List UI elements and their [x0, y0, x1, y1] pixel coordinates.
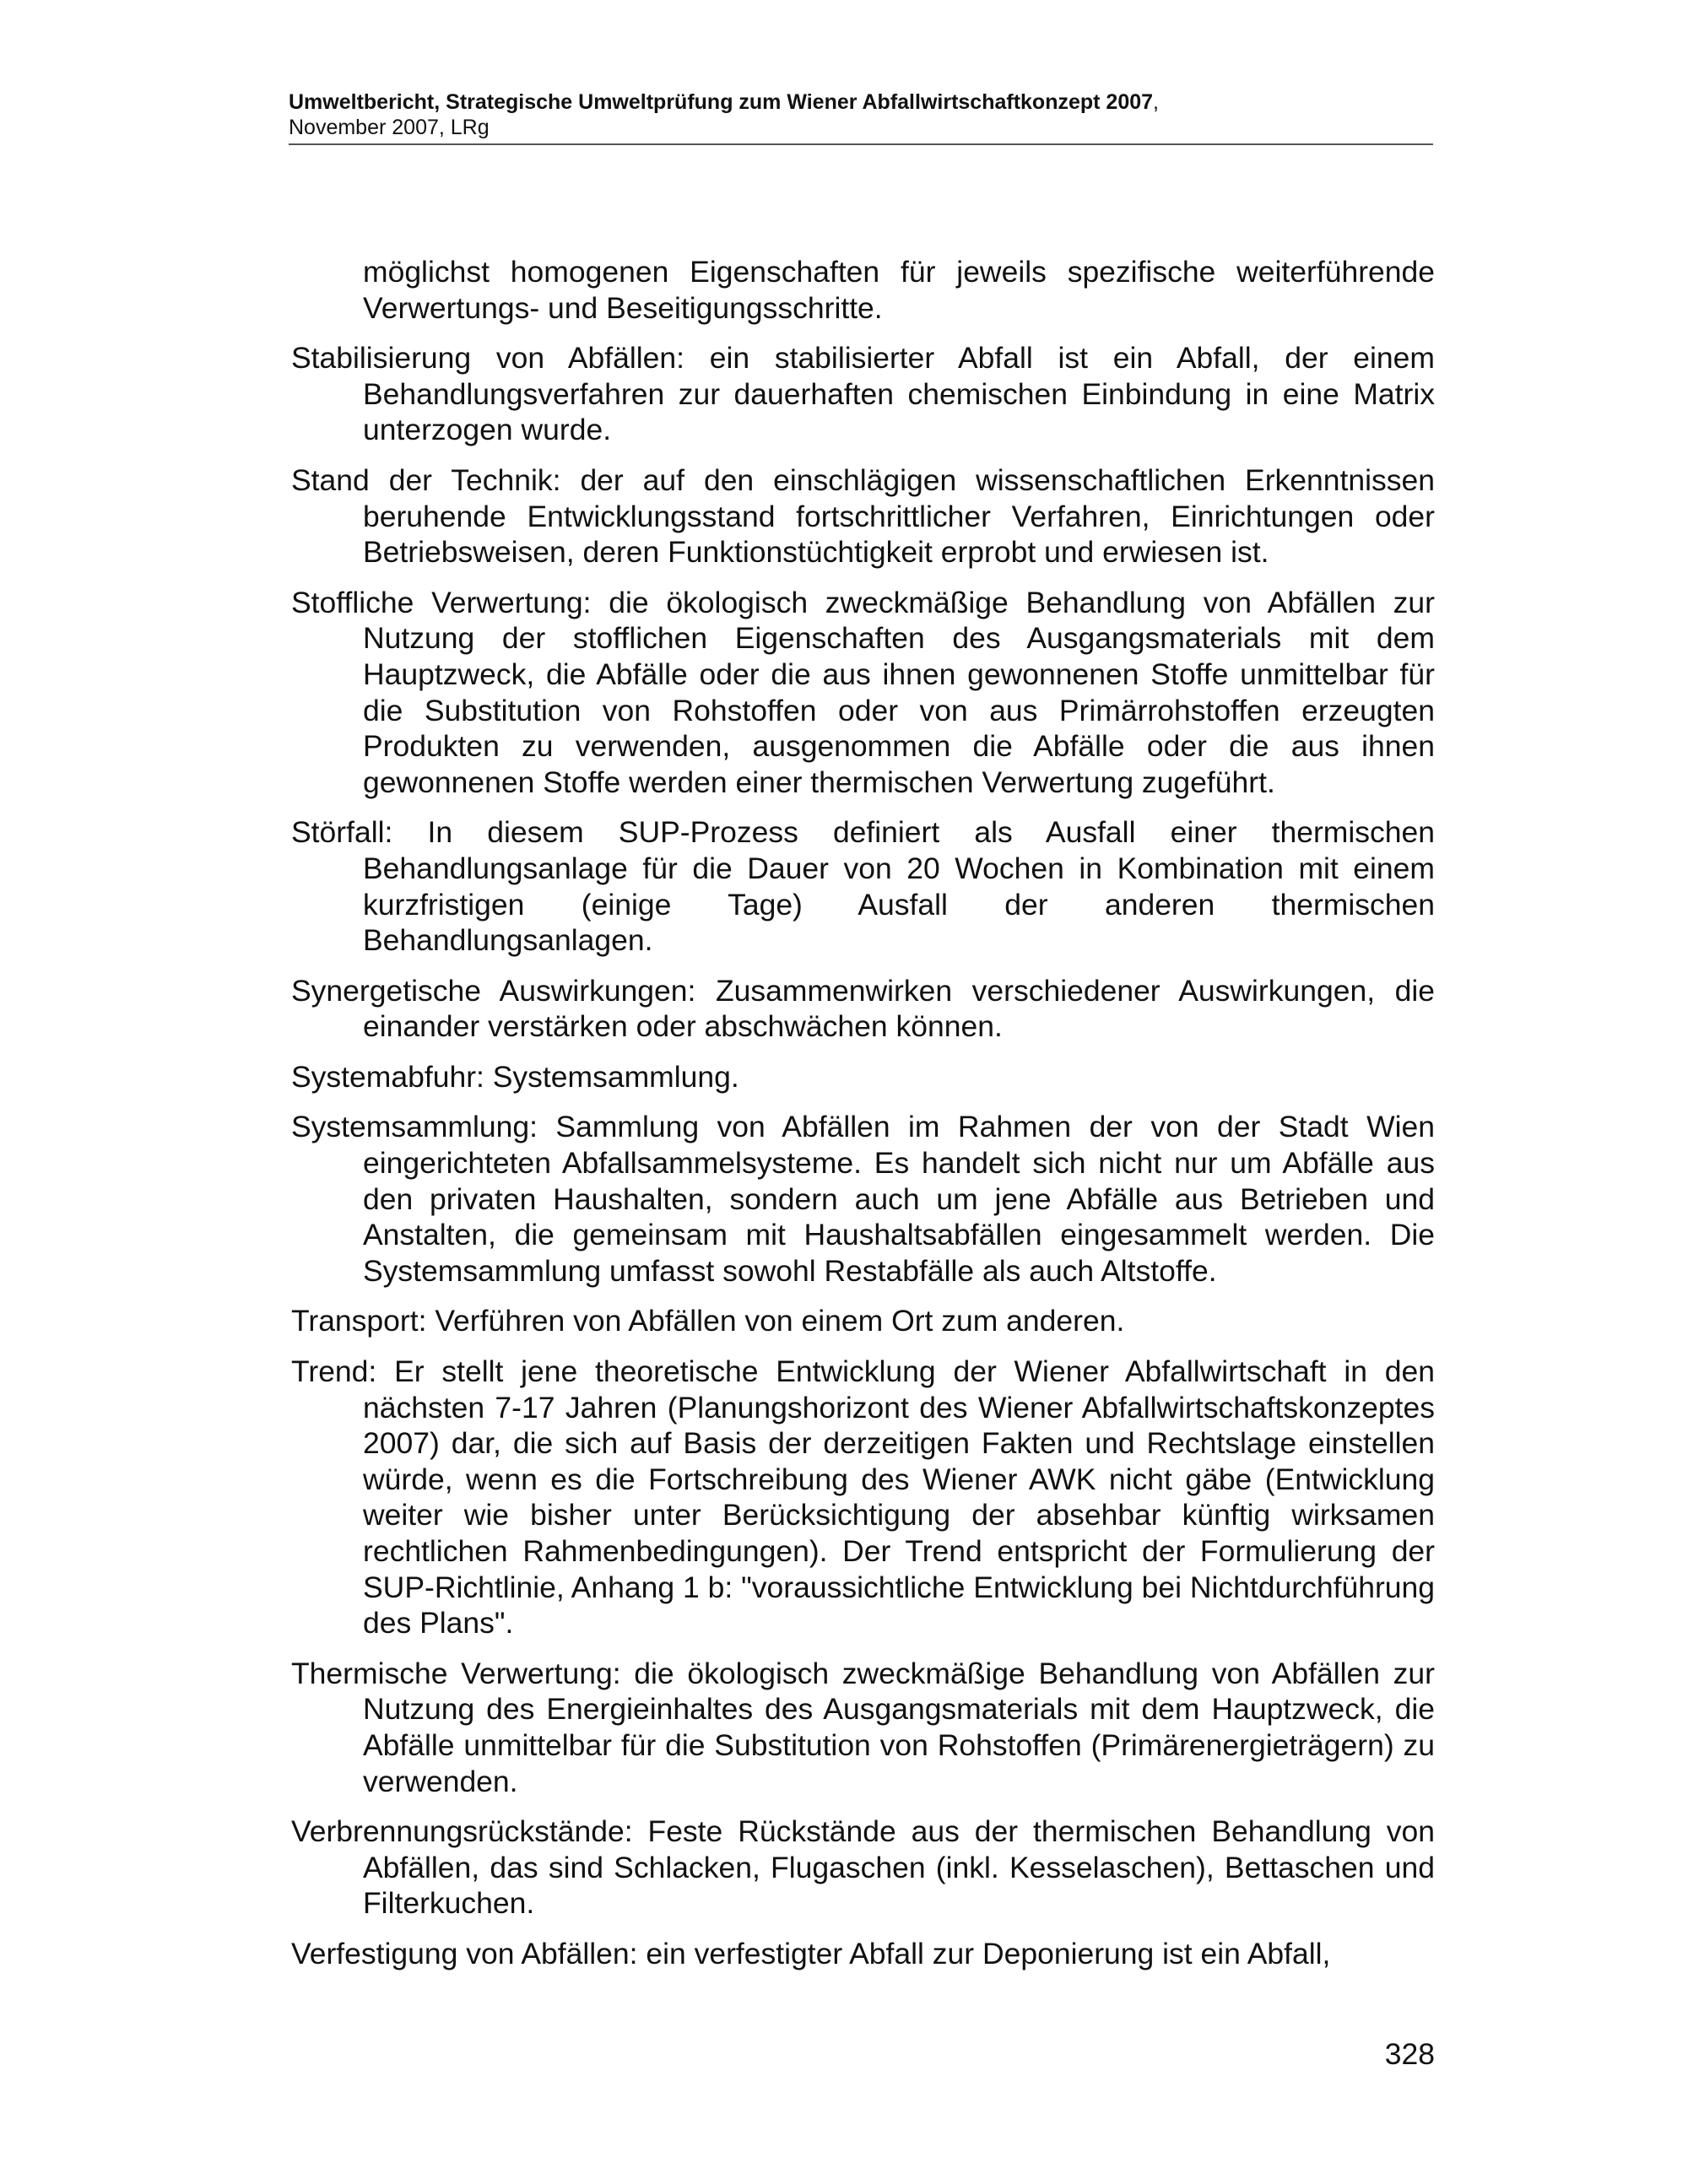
header-title-line — [289, 89, 1433, 115]
glossary-entry-stoerfall: Störfall: In diesem SUP-Prozess definiert als Ausfall einer thermischen Behandlungsanlage für die Dauer von 20 Wochen in Kombination mit einem kurzfristigen (einige Tage) Ausfall der anderen thermischen Behandlungsanlagen. — [291, 815, 1435, 958]
header-title: Umweltbericht, Strategische Umweltprüfung zum Wiener Abfallwirtschaftkonzept 2007 — [289, 90, 1154, 114]
glossary-entry-stoffliche-verwertung: Stoffliche Verwertung: die ökologisch zweckmäßige Behandlung von Abfällen zur Nutzung der stofflichen Eigenschaften des Ausgangsmaterials mit dem Hauptzweck, die Abfälle oder die aus ihnen gewonnenen Stoffe unmittelbar für die Substitution von Rohstoffen oder von aus Primärrohstoffen erzeugten Produkten zu verwenden, ausgenommen die Abfälle oder die aus ihnen gewonnenen Stoffe werden einer thermischen Verwertung zugeführt. — [291, 585, 1435, 799]
glossary-entry-transport: Transport: Verführen von Abfällen von einem Ort zum anderen. — [291, 1304, 1125, 1338]
glossary-entry-trend: Trend: Er stellt jene theoretische Entwicklung der Wiener Abfallwirtschaft in den nächsten 7-17 Jahren (Planungshorizont des Wiener Abfallwirtschaftskonzeptes 2007) dar, die sich auf Basis der derzeitigen Fakten und Rechtslage einstellen würde, wenn es die Fortschreibung des Wiener AWK nicht gäbe (Entwicklung weiter wie bisher unter Berücksichtigung der absehbar künftig wirksamen rechtlichen Rahmenbedingungen). Der Trend entspricht der Formulierung der SUP-Richtlinie, Anhang 1 b: "voraussichtliche Entwicklung bei Nichtdurchführung des Plans". — [291, 1354, 1435, 1641]
glossary-entry-stand-der-technik: Stand der Technik: der auf den einschlägigen wissenschaftlichen Erkenntnissen beruhende Entwicklungsstand fortschrittlicher Verfahren, Einrichtungen oder Betriebsweisen, deren Funktionstüchtigkeit erprobt und erwiesen ist. — [291, 462, 1435, 570]
glossary-entry-verfestigung: Verfestigung von Abfällen: ein verfestigter Abfall zur Deponierung ist ein Abfall, — [291, 1936, 1331, 1970]
glossary-entry-stabilisierung: Stabilisierung von Abfällen: ein stabilisierter Abfall ist ein Abfall, der einem Behandlungsverfahren zur dauerhaften chemischen Einbindung in eine Matrix unterzogen wurde. — [291, 341, 1435, 447]
glossary-content — [291, 254, 1435, 1987]
page-header — [289, 89, 1433, 145]
glossary-entry-systemabfuhr: Systemabfuhr: Systemsammlung. — [291, 1059, 739, 1094]
glossary-entry-thermische-verwertung: Thermische Verwertung: die ökologisch zweckmäßige Behandlung von Abfällen zur Nutzung des Energieinhaltes des Ausgangsmaterials mit dem Hauptzweck, die Abfälle unmittelbar für die Substitution von Rohstoffen (Primärenergieträgern) zu verwenden. — [291, 1656, 1435, 1798]
header-subtitle: November 2007, LRg — [289, 116, 490, 139]
page-number: 328 — [1384, 2037, 1435, 2071]
header-title-suffix: , — [1153, 90, 1159, 114]
glossary-entry-continued: möglichst homogenen Eigenschaften für jeweils spezifische weiterführende Verwertungs- und Beseitigungsschritte. — [363, 255, 1435, 325]
glossary-entry-verbrennungsrueckstaende: Verbrennungsrückstände: Feste Rückstände aus der thermischen Behandlung von Abfällen, das sind Schlacken, Flugaschen (inkl. Kesselaschen), Bettaschen und Filterkuchen. — [291, 1814, 1435, 1921]
glossary-entry-synergetische-auswirkungen: Synergetische Auswirkungen: Zusammenwirken verschiedener Auswirkungen, die einander verstärken oder abschwächen können. — [291, 973, 1435, 1044]
glossary-entry-systemsammlung: Systemsammlung: Sammlung von Abfällen im Rahmen der von der Stadt Wien eingerichteten Abfallsammelsysteme. Es handelt sich nicht nur um Abfälle aus den privaten Haushalten, sondern auch um jene Abfälle aus Betrieben und Anstalten, die gemeinsam mit Haushaltsabfällen eingesammelt werden. Die Systemsammlung umfasst sowohl Restabfälle als auch Altstoffe. — [291, 1110, 1435, 1288]
